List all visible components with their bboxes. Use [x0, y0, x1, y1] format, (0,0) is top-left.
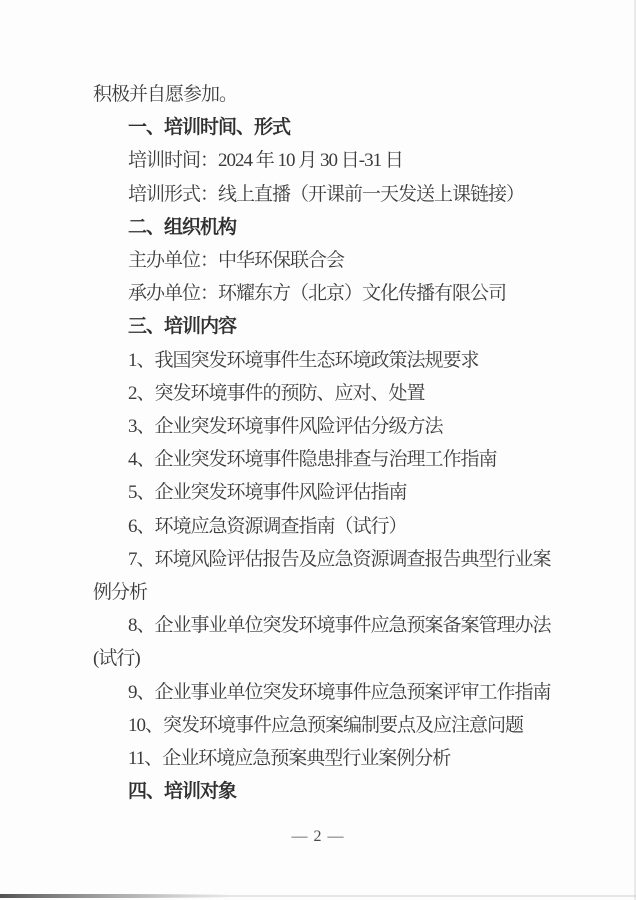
- document-body: [93, 78, 606, 808]
- section-heading: 四、培训对象: [128, 781, 237, 803]
- page-number: — 2 —: [291, 828, 345, 845]
- section-heading: 三、培训内容: [128, 316, 237, 338]
- text-line: 3、企业突发环境事件风险评估分级方法: [128, 416, 443, 438]
- text-line: 10、突发环境事件应急预案编制要点及应注意问题: [128, 714, 524, 736]
- scan-artifact-bottom-edge-faint: [110, 895, 636, 897]
- text-line: (试行): [93, 648, 140, 670]
- text-line: 承办单位：环耀东方（北京）文化传播有限公司: [128, 283, 507, 305]
- text-line: 积极并自愿参加。: [93, 84, 238, 105]
- text-line: 11、企业环境应急预案典型行业案例分析: [128, 748, 451, 770]
- text-line: 9、企业事业单位突发环境事件应急预案评审工作指南: [128, 681, 551, 703]
- text-line: 6、环境应急资源调查指南（试行）: [128, 515, 407, 537]
- text-line: 4、企业突发环境事件隐患排查与治理工作指南: [128, 449, 497, 471]
- text-line: 例分析: [93, 582, 148, 604]
- text-line: 2、突发环境事件的预防、应对、处置: [128, 382, 425, 404]
- text-line: 8、企业事业单位突发环境事件应急预案备案管理办法: [128, 615, 551, 637]
- text-line: 5、企业突发环境事件风险评估指南: [128, 482, 407, 504]
- section-heading: 一、培训时间、形式: [128, 117, 291, 139]
- text-line: 7、环境风险评估报告及应急资源调查报告典型行业案: [128, 548, 551, 570]
- text-line: 主办单位：中华环保联合会: [128, 250, 345, 272]
- text-line: 培训时间：2024 年 10 月 30 日-31 日: [128, 150, 403, 172]
- text-line: 培训形式：线上直播（开课前一天发送上课链接）: [128, 183, 525, 205]
- section-heading: 二、组织机构: [128, 216, 237, 238]
- text-line: 1、我国突发环境事件生态环境政策法规要求: [128, 349, 479, 371]
